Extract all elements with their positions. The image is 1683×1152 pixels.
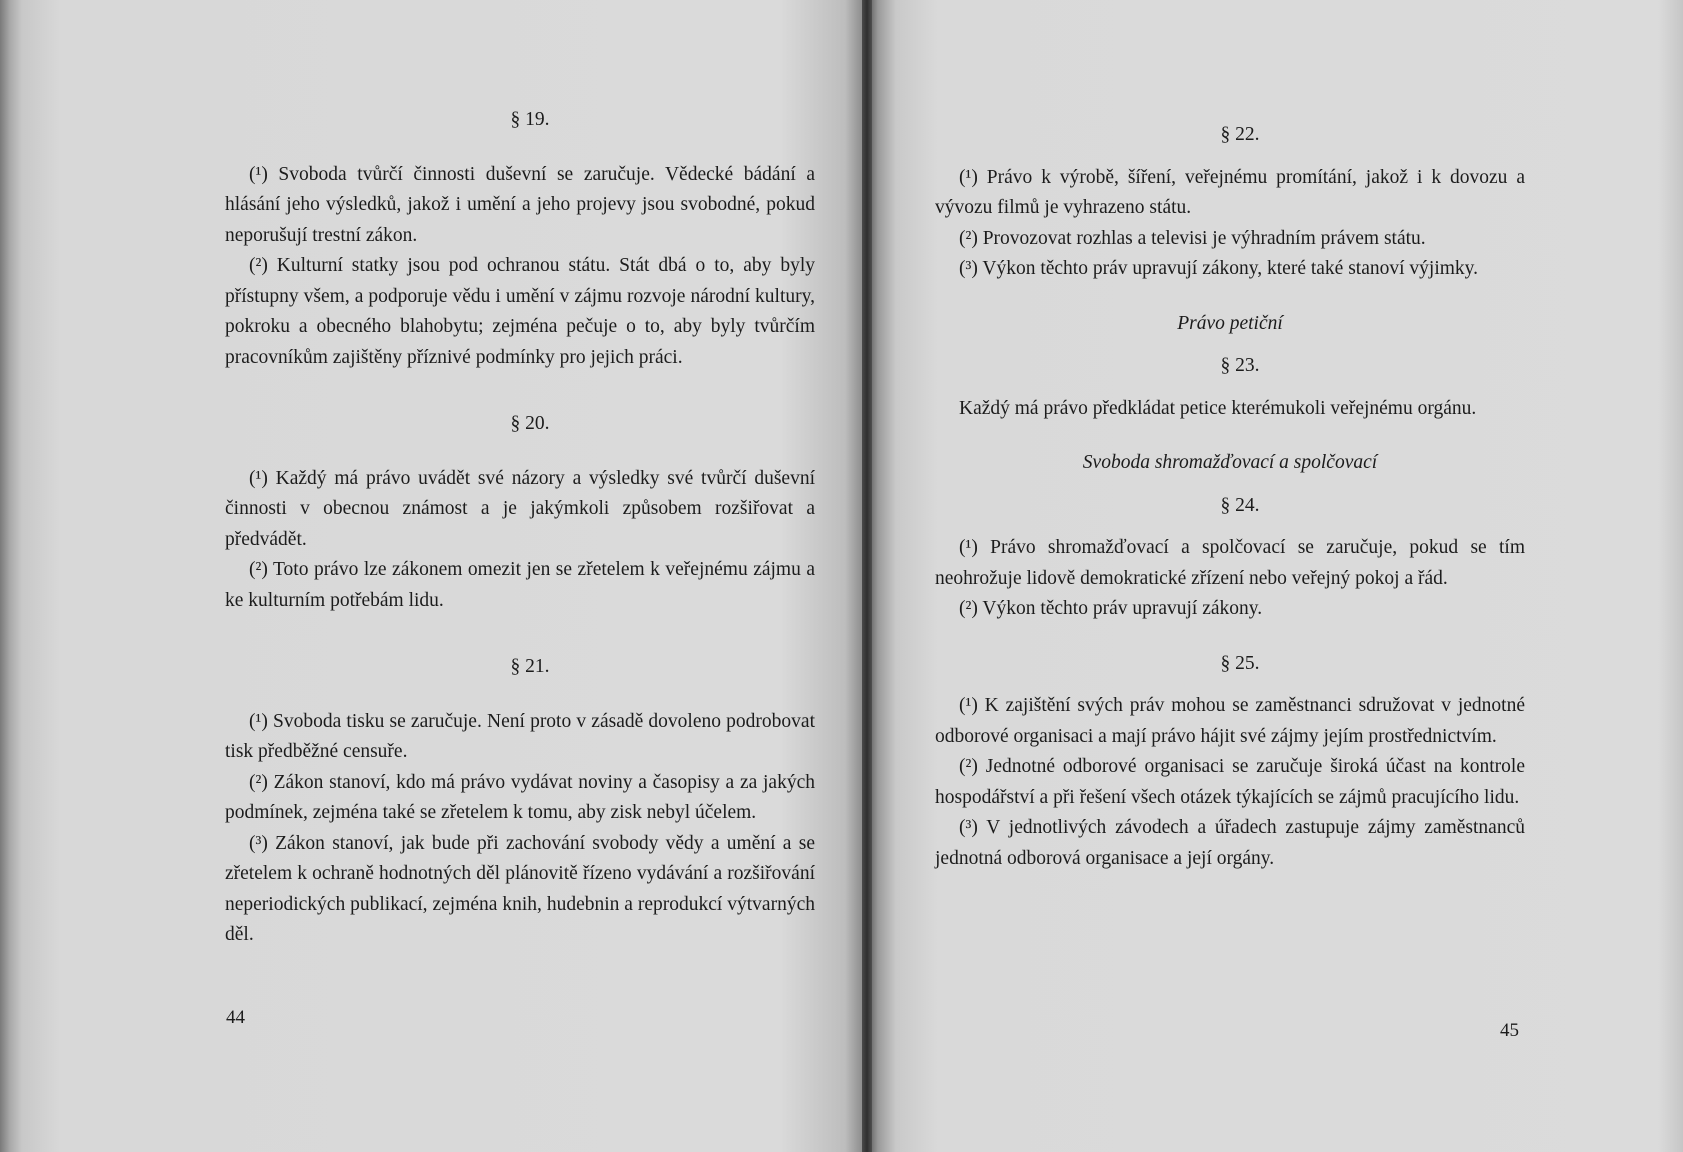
paragraph-22-1: (¹) Právo k výrobě, šíření, veřejnému promítání, jakož i k dovozu a vývozu filmů je vyhrazeno státu. [935,166,1525,218]
page-number-left: 44 [226,1007,245,1028]
section-heading-20: § 20. [510,413,550,434]
paragraph-25-3: (³) V jednotlivých závodech a úřadech zastupuje zájmy zaměstnanců jednotná odborová organisace a její orgány. [935,817,1525,869]
paragraph-24-2: (²) Výkon těchto práv upravují zákony. [959,598,1263,619]
right-page [868,0,1683,1152]
section-heading-24: § 24. [1220,494,1260,516]
paragraph-21-2: (²) Zákon stanoví, kdo má právo vydávat noviny a časopisy a za jakých podmínek, zejména také se zřetelem k tomu, aby zisk nebyl účelem. [225,771,815,823]
paragraph-19-1: (¹) Svoboda tvůrčí činnosti duševní se zaručuje. Vědecké bádání a hlásání jeho výsledků, jakož i umění a jeho projevy jsou svobodné, pokud neporušují trestní zákon. [225,163,815,246]
left-page-text [225,105,815,951]
heading-svoboda-shromazdovaci: Svoboda shromažďovací a spolčovací [1082,452,1378,473]
section-heading-22: § 22. [1220,124,1260,145]
book-gutter [862,0,872,1152]
paragraph-25-1: (¹) K zajištění svých práv mohou se zaměstnanci sdružovat v jednotné odborové organisaci a mají právo hájit své zájmy jejím prostřednictvím. [935,695,1525,747]
paragraph-24-1: (¹) Právo shromažďovací a spolčovací se zaručuje, pokud se tím neohrožuje lidově demokratické zřízení nebo veřejný pokoj a řád. [935,537,1525,589]
heading-pravo-peticni: Právo petiční [1177,312,1283,334]
section-heading-23: § 23. [1220,355,1260,376]
page-number-right: 45 [1500,1020,1519,1041]
paragraph-22-3: (³) Výkon těchto práv upravují zákony, které také stanoví výjimky. [959,258,1479,279]
paragraph-21-3: (³) Zákon stanoví, jak bude při zachování svobody vědy a umění a se zřetelem k ochraně hodnotných děl plánovitě řízeno vydávání a rozšiřování neperiodických publikací, zejména knih, hudebnin a reprodukcí výtvarných děl. [225,832,815,945]
section-heading-19: § 19. [510,109,550,130]
paragraph-25-2: (²) Jednotné odborové organisaci se zaručuje široká účast na kontrole hospodářství a při řešení všech otázek týkajících se zájmů pracujícího lidu. [935,756,1525,808]
paragraph-22-2: (²) Provozovat rozhlas a televisi je výhradním právem státu. [959,227,1426,249]
paragraph-19-2: (²) Kulturní statky jsou pod ochranou státu. Stát dbá o to, aby byly přístupny všem, a podporuje vědu i umění v zájmu rozvoje národní kultury, pokroku a obecného blahobytu; zejména pečuje o to, aby byly tvůrčím pracovníkům zajištěny příznivé podmínky pro jejich práci. [225,255,815,368]
paragraph-21-1: (¹) Svoboda tisku se zaručuje. Není proto v zásadě dovoleno podrobovat tisk předběžné censuře. [225,710,815,762]
paragraph-23: Každý má právo předkládat petice kterémukoli veřejnému orgánu. [959,397,1477,419]
section-heading-21: § 21. [510,656,550,677]
section-heading-25: § 25. [1220,652,1260,674]
right-page-text [935,120,1525,874]
paragraph-20-2: (²) Toto právo lze zákonem omezit jen se zřetelem k veřejnému zájmu a ke kulturním potřebám lidu. [225,559,815,611]
paragraph-20-1: (¹) Každý má právo uvádět své názory a výsledky své tvůrčí duševní činnosti v obecnou známost a je jakýmkoli způsobem rozšiřovat a předvádět. [225,467,815,550]
